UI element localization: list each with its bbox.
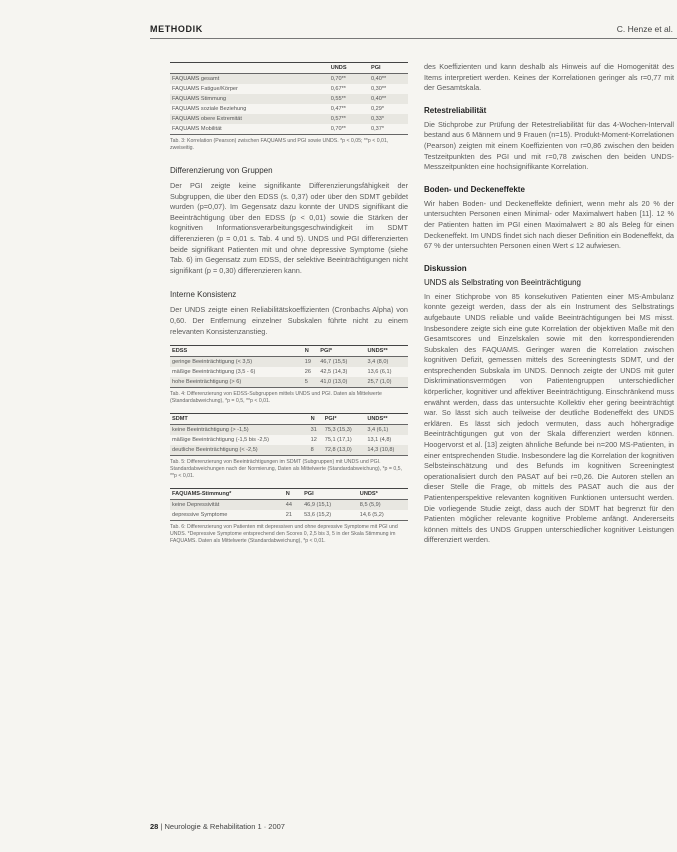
table-row: [170, 435, 408, 445]
table-header-cell: [170, 63, 329, 74]
body-paragraph: Wir haben Boden- und Deckeneffekte definiert, wenn mehr als 20 % der untersuchten Personen einen Minimal- oder Maximalwert haben [11]. 12 % der Patienten hatten im PGI einen Maximalwert ≥ 80 als Beleg für einen Deckeneffekt. Im UNDS findet sich nach dieser Definition ein Bodeneffekt, da 67 % der untersuchten Personen einen Wert ≤ 12 aufwiesen.: [424, 198, 674, 251]
table-row: [170, 377, 408, 388]
table-cell: 13,6 (6,1): [367, 369, 392, 376]
table-cell: 41,0 (13,0): [318, 377, 365, 388]
table-header-row: [170, 63, 408, 74]
table-cell: 3,4 (8,0): [365, 357, 408, 368]
table-header-row: [170, 489, 408, 500]
table-row: [170, 357, 408, 368]
table-cell: 0,47**: [330, 106, 346, 112]
table-header-cell: PGI: [302, 489, 358, 500]
table-header-cell: UNDS**: [365, 346, 408, 357]
table-cell: 75,1 (17,1): [324, 437, 352, 444]
table-cell: 0,70**: [329, 74, 369, 85]
table-cell: 5: [303, 377, 319, 388]
table-caption: Tab. 4: Differenzierung von EDSS-Subgruppen mittels UNDS und PGI. Daten als Mittelwerte (Standardabweichung), *p = 0,5, **p < 0,01.: [170, 391, 382, 405]
table-cell: FAQUAMS Fatigue/Körper: [172, 86, 238, 92]
table-cell: 0,30**: [370, 86, 387, 92]
body-paragraph: des Koeffizienten und kann deshalb als Hinweis auf die Homogenität des Items interpretiert werden. Keines der Korrelationen geringer als r=0,77 mit der Gesamtskala.: [424, 62, 674, 93]
table-row: [170, 94, 408, 104]
table-cell: 46,7 (15,5): [318, 357, 365, 368]
table-sdmt: [170, 413, 408, 456]
table-cell: 14,3 (10,8): [365, 445, 408, 456]
table-cell: 13,1 (4,8): [367, 437, 392, 444]
table-cell: hohe Beeinträchtigung (> 6): [170, 377, 303, 388]
table-header-cell: PGI*: [318, 346, 365, 357]
table-row: [170, 74, 408, 85]
table-cell: 0,57**: [329, 114, 369, 124]
table-cell: FAQUAMS obere Extremität: [170, 114, 329, 124]
table-cell: 0,67**: [330, 86, 346, 92]
page-number: 28: [150, 822, 159, 831]
table-cell: 3,4 (6,1): [365, 425, 408, 436]
body-paragraph: Der PGI zeigte keine signifikante Differenzierungsfähigkeit der Subgruppen, die über den EDSS (s. 0,37) oder über den SDMT gebildet wurden (p=0,07). Im Gegensatz dazu konnte der UNDS signifikant die Beeinträchtigung über den EDSS (p < 0,01) sowie die Stärken der kognitiven Informationsverarbeitungsgeschwindigkeit im SDMT differenzieren (p = 0,01 s. Tab. 4 und 5). UNDS und PGI differenzierten beide signifikant Patienten mit und ohne depressive Symptome (siehe Tab. 6) im Gegensatz zum EDSS, der selektive Beeinträchtigungen nicht signifikant (p = 0,30) differenzieren kann.: [170, 181, 408, 275]
table-cell: 12: [310, 437, 317, 444]
table-cell: 72,8 (13,0): [323, 445, 366, 456]
table-row: [170, 445, 408, 456]
table-row: [170, 114, 408, 124]
table-cell: mäßige Beeinträchtigung (3,5 - 6): [172, 369, 256, 376]
footer-separator: |: [160, 822, 165, 831]
subsection-heading: Retestreliabilität: [424, 105, 487, 115]
table-cell: 19: [303, 357, 319, 368]
table-row: [170, 425, 408, 436]
table-header-cell: EDSS: [170, 346, 303, 357]
body-paragraph: Die Stichprobe zur Prüfung der Retestreliabilität für das 4-Wochen-Intervall bestand aus 6 Männern und 9 Frauen (n=15). Produkt-Moment-Korrelationen (Pearson) zeigten mit einem Koeffizienten von r=0,86 zwischen den beiden Testzeitpunkten des PGI und mit r=0,78 zwischen den beiden UNDS-Messzeitpunkten eine hochsignifikante Korrelation.: [424, 119, 674, 172]
table-cell: 31: [309, 425, 323, 436]
subsection-heading: Interne Konsistenz: [170, 290, 237, 300]
body-paragraph: In einer Stichprobe von 85 konsekutiven Patienten einer MS-Ambulanz konnte gezeigt werden, dass der als ein Instrument des Selbstratings aufgebaute UNDS reliable und valide Beeinträchtigungen bei MS misst. Insbesondere zeigte sich eine gute Korrelation der objektiven Maße mit den Gesamtscores und Einzelskalen sowie mit den korrespondierenden Subskalen des FAQUAMS. Geringer waren die Korrelation zwischen kognitiven Defizit, gemessen mittels des Screeningtests SDMT, und der entsprechenden Subskala im UNDS. Dennoch zeigte der UNDS mit guter Diskriminationsvermögen von Patientengruppen unterschiedlicher körperlicher, kognitiver und affektiver Beeinträchtigung. Einschränkend muss erwähnt werden, dass das untersuchte Kollektiv eher gering beeinträchtigt war. So lässt sich auch teilweise der deutliche Bodeneffekt des UNDS erklären. Es lässt sich jedoch vermuten, dass auch höhergradige Beeinträchtigungen gut von der Skala differenziert werden können. Hoogervorst et al. [13] zeigten ähnliche Befunde bei n=200 MS-Patienten, in einer entsprechenden Studie. Insbesondere lag die Korrelation der kognitiven Selbsteinschätzung und des Befunds im kognitiven Screeningtest operationalisiert durch den PASAT auf bei r=0,26. Die Autoren stellen an dieser Stelle die Frage, ob mittels des PASAT auch die aus der Patientenperspektive relevanten kognitiven Funktionen untersucht werden. Die vorliegende Studie zeigt, dass auch der SDMT hat begrenzt für den Patienten möglicher relevante kognitive Probleme anfängt. Andererseits können mittels des UNDS Gruppen unterschiedlicher kognitiver Leistungen differenziert werden.: [424, 291, 674, 545]
table-cell: 75,3 (15,3): [323, 425, 366, 436]
table-header-cell: FAQUAMS-Stimmung*: [170, 489, 284, 500]
subsection-heading: Boden- und Deckeneffekte: [424, 184, 525, 194]
table-row: [170, 500, 408, 511]
table-cell: FAQUAMS soziale Beziehung: [172, 106, 247, 112]
table-header-cell: N: [309, 414, 323, 425]
table-cell: 0,37*: [369, 124, 408, 135]
journal-name: Neurologie & Rehabilitation 1 · 2007: [164, 822, 285, 831]
table-header-cell: PGI*: [323, 414, 366, 425]
table-cell: deutliche Beeinträchtigung (< -2,5): [170, 445, 309, 456]
table-cell: 0,40**: [369, 94, 408, 104]
subsection-heading: UNDS als Selbstrating von Beeinträchtigung: [424, 277, 581, 287]
table-cell: 42,5 (14,3): [320, 369, 348, 376]
table-row: [170, 104, 408, 114]
section-header: METHODIK: [150, 24, 203, 34]
table-cell: 0,40**: [369, 74, 408, 85]
table-caption: Tab. 5: Differenzierung von Beeinträchtigungen im SDMT (Subgruppen) mit UNDS und PGI. Standardabweichungen nach der Normierung, Daten als Mittelwerte (Standardabweichung), *p = 0,5, **p < 0,01.: [170, 459, 402, 480]
table-cell: 8: [309, 445, 323, 456]
page-footer: [150, 822, 285, 831]
table-header-cell: UNDS**: [365, 414, 408, 425]
table-cell: 0,55**: [329, 94, 369, 104]
table-cell: 0,29*: [370, 106, 385, 112]
table-header-cell: SDMT: [170, 414, 309, 425]
table-mood: [170, 488, 408, 521]
table-cell: keine Depressivität: [170, 500, 284, 511]
running-author: C. Henze et al.: [616, 24, 673, 34]
table-correlation: [170, 62, 408, 135]
table-cell: 25,7 (1,0): [365, 377, 408, 388]
table-cell: FAQUAMS Mobilität: [170, 124, 329, 135]
left-column: [170, 62, 408, 545]
table-row: [170, 84, 408, 94]
table-header-cell: UNDS: [329, 63, 369, 74]
table-cell: geringe Beeinträchtigung (< 3,5): [170, 357, 303, 368]
table-cell: 21: [284, 510, 302, 521]
table-cell: 26: [304, 369, 311, 376]
table-row: [170, 510, 408, 521]
right-column: [424, 62, 674, 546]
table-header-cell: PGI: [369, 63, 408, 74]
table-header-cell: N: [284, 489, 302, 500]
table-caption: Tab. 3: Korrelation (Pearson) zwischen FAQUAMS und PGI sowie UNDS. *p < 0,05; **p < 0,01, zweiseitig.: [170, 138, 389, 151]
table-header-row: [170, 346, 408, 357]
table-cell: FAQUAMS Stimmung: [170, 94, 329, 104]
table-cell: 8,5 (5,9): [358, 500, 408, 511]
table-cell: 0,70**: [329, 124, 369, 135]
table-cell: 0,33*: [369, 114, 408, 124]
table-cell: 44: [284, 500, 302, 511]
table-cell: depressive Symptome: [170, 510, 284, 521]
table-cell: 14,6 (5,2): [358, 510, 408, 521]
table-cell: keine Beeinträchtigung (> -1,5): [170, 425, 309, 436]
table-cell: 53,6 (15,2): [302, 510, 358, 521]
table-header-cell: UNDS*: [358, 489, 408, 500]
section-heading: Diskussion: [424, 263, 467, 273]
subsection-heading: Differenzierung von Gruppen: [170, 166, 273, 175]
table-row: [170, 124, 408, 135]
table-row: [170, 367, 408, 377]
table-header-cell: N: [303, 346, 319, 357]
table-cell: FAQUAMS gesamt: [170, 74, 329, 85]
table-cell: mäßige Beeinträchtigung (-1,5 bis -2,5): [172, 437, 270, 444]
table-caption: Tab. 6: Differenzierung von Patienten mit depressiven und ohne depressive Symptome mit PGI und UNDS. *Depressive Symptome entsprechend den Scores 0, 2,5 bis 3, 5 in der Skala Stimmung im FAQUAMS. Daten als Mittelwerte (Standardabweichung), *p < 0,01.: [170, 524, 398, 545]
body-paragraph: Der UNDS zeigte einen Reliabilitätskoeffizienten (Cronbachs Alpha) von 0,60. Der Entfernung einzelner Subskalen führte nicht zu einem relevanten Konsistenzanstieg.: [170, 305, 408, 336]
header-rule: [150, 38, 677, 39]
table-cell: 46,9 (15,1): [302, 500, 358, 511]
table-edss: [170, 345, 408, 388]
table-header-row: [170, 414, 408, 425]
